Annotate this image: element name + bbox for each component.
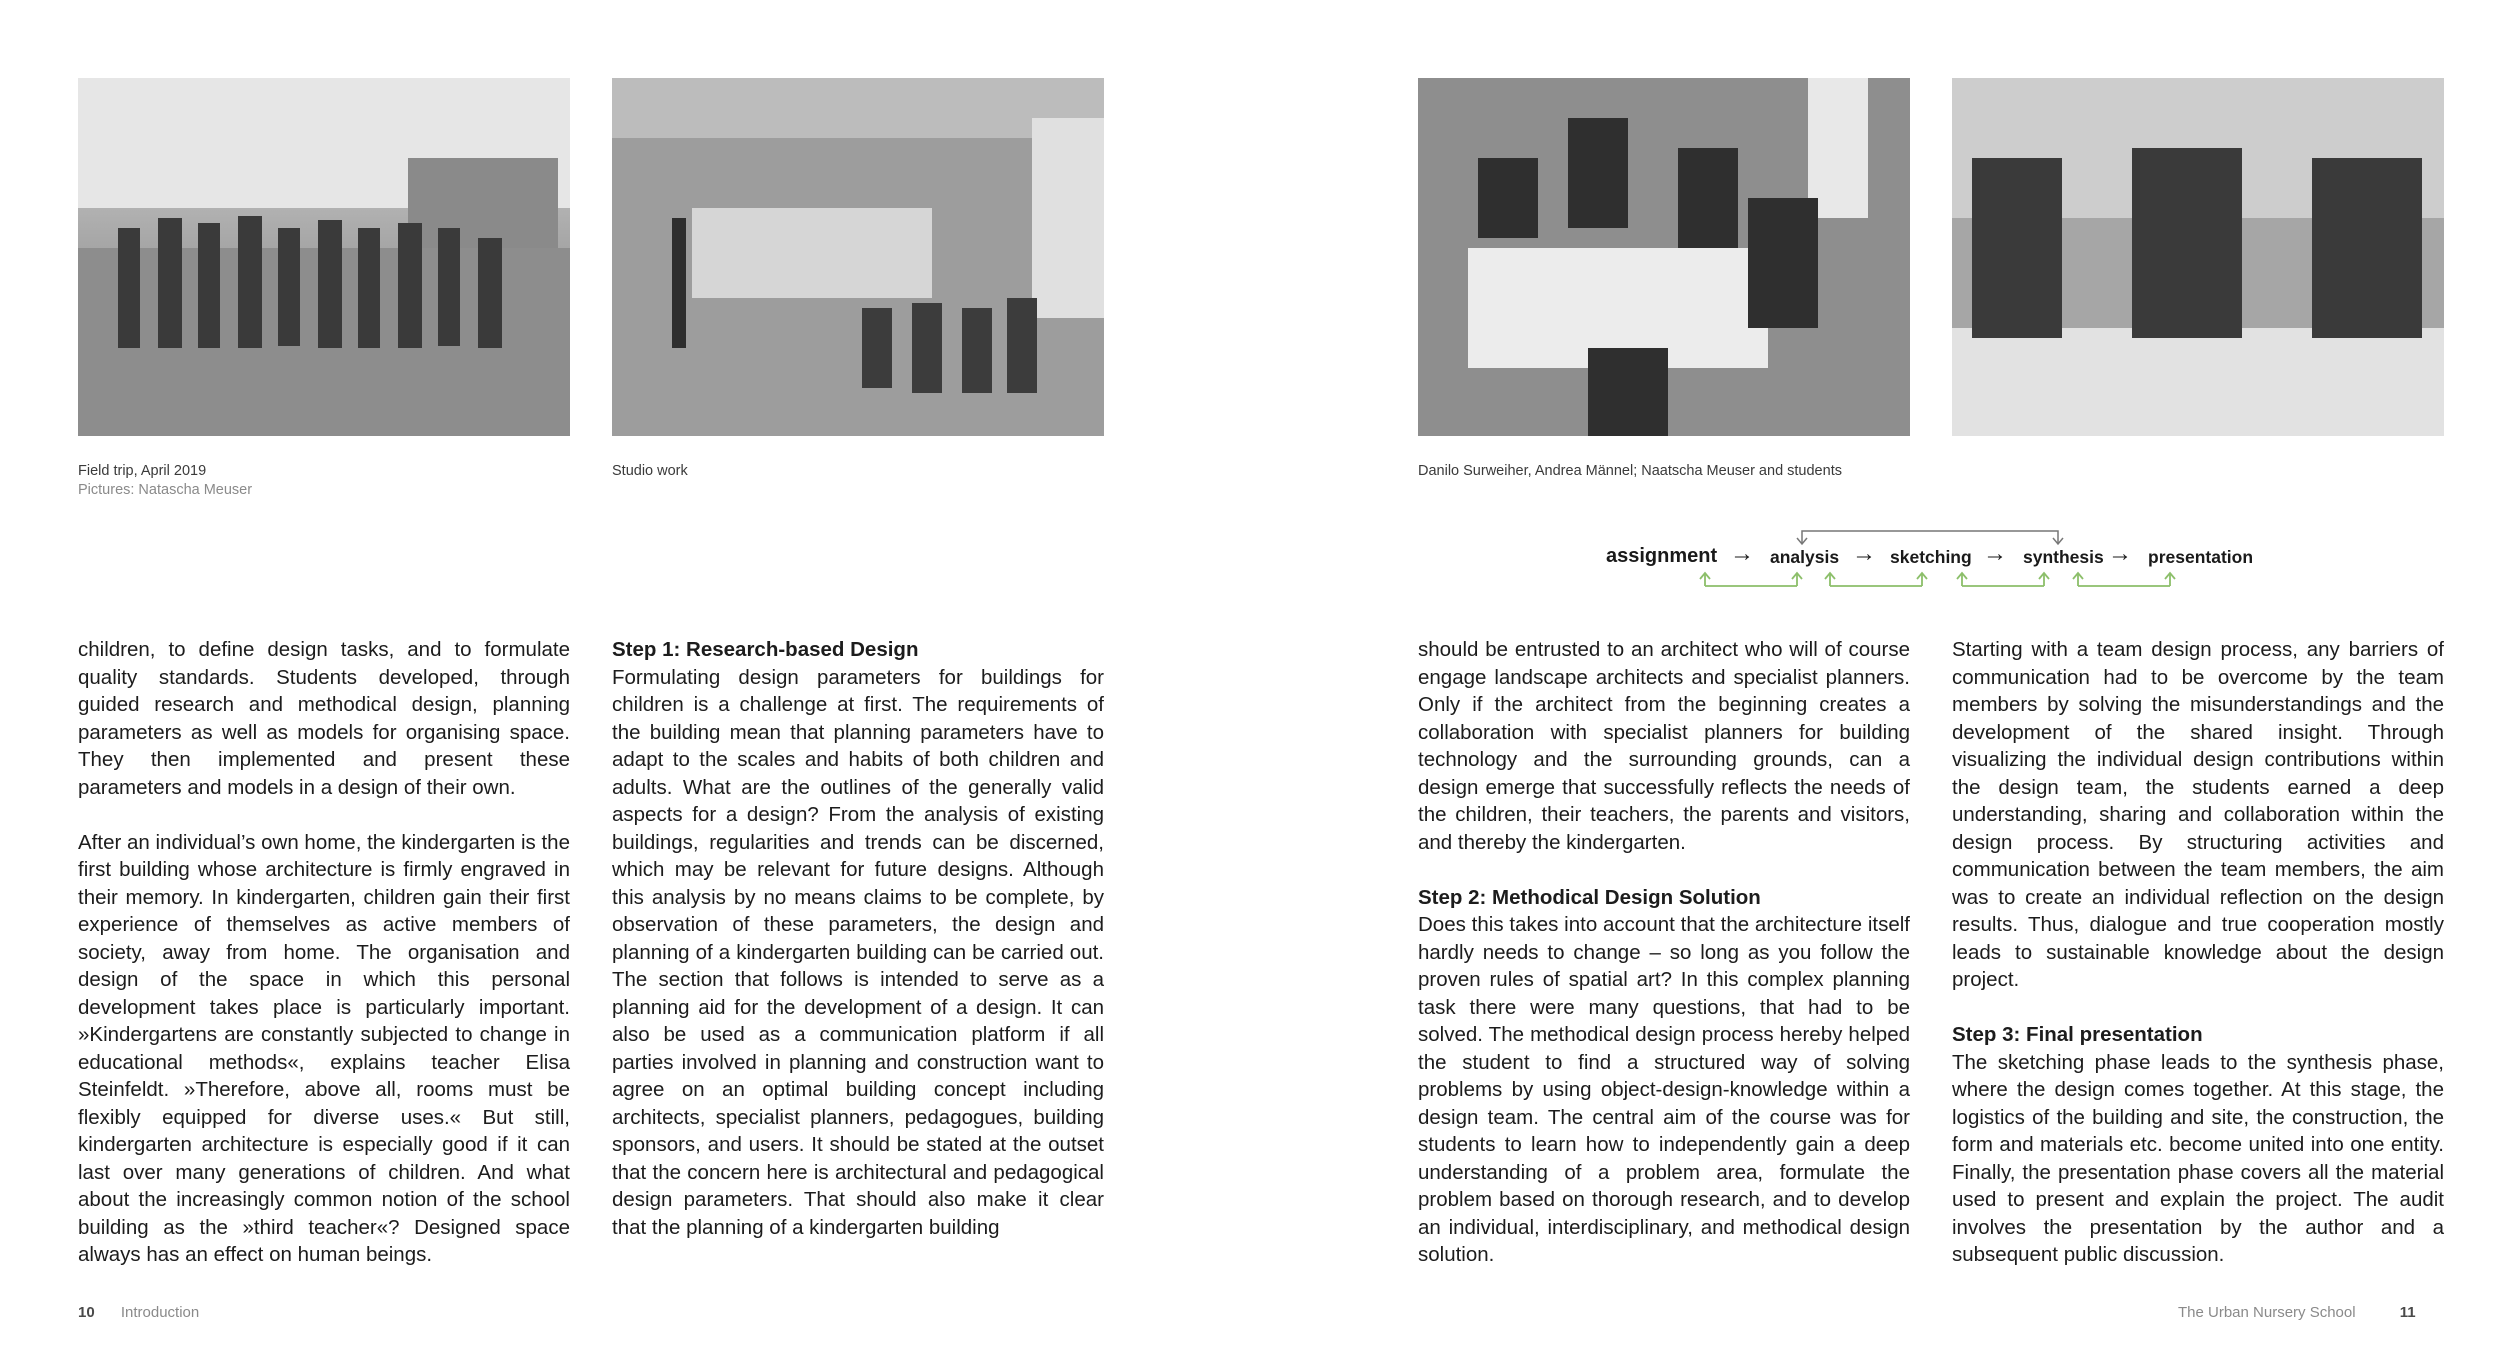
text-column-4 xyxy=(1952,636,2444,1269)
caption-studio: Studio work xyxy=(612,463,688,479)
discussion-photo xyxy=(1952,78,2444,436)
footer-right xyxy=(2178,1304,2416,1321)
step1-heading: Step 1: Research-based Design xyxy=(612,638,919,661)
step-presentation: presentation xyxy=(2148,547,2254,567)
caption-people: Danilo Surweiher, Andrea Männel; Naatscha Meuser and students xyxy=(1418,463,1842,479)
text-column-3 xyxy=(1418,636,1910,1269)
studio-photo xyxy=(612,78,1104,436)
col3-paragraph-1: should be entrusted to an architect who will of course engage landscape architects and specialist planners. Only if the architect from the beginning creates a collaboration with specialist planners for building technology and the surrounding grounds, can a design emerge that successfully reflects the needs of the children, their teachers, the parents and visitors, and thereby the kindergarten. xyxy=(1418,638,1910,854)
page-number-right: 11 xyxy=(2399,1304,2416,1321)
page-number-left: 10 xyxy=(78,1304,95,1321)
section-title-right: The Urban Nursery School xyxy=(2178,1304,2356,1321)
col1-paragraph-2: After an individual’s own home, the kindergarten is the first building whose architecture is firmly engraved in their memory. In kindergarten, children gain their first experience of themselves as active members of society, away from home. The organisation and design of the space in which this personal development takes place is particularly important. »Kindergartens are constantly subjected to change in educational methods«, explains teacher Elisa Steinfeldt. »Therefore, above all, rooms must be flexibly equipped for diverse uses.« But still, kindergarten architecture is especially good if it can last over many generations of children. And what about the increasingly common notion of the school building as the »third teacher«? Designed space always has an effect on human beings. xyxy=(78,830,570,1266)
step-assignment: assignment xyxy=(1606,545,1718,567)
step-analysis: analysis xyxy=(1770,547,1840,567)
caption-credit: Pictures: Natascha Meuser xyxy=(78,482,253,498)
arrow-4: → xyxy=(2108,540,2132,567)
section-title-left: Introduction xyxy=(120,1304,200,1321)
step1-body: Formulating design parameters for buildings for children is a challenge at first. The requirements of the building mean that planning parameters have to adapt to the scales and habits of both children and adults. What are the outlines of the generally valid aspects for a design? From the analysis of existing buildings, regularities and trends can be discerned, which may be relevant for future designs. Although this analysis by no means claims to be complete, by observation of these parameters, the design and planning of a kindergarten building can be carried out. The section that follows is intended to serve as a planning aid for the development of a design. It can also be used as a communication platform if all parties involved in planning and construction want to agree on an optimal building concept including architects, specialist planners, pedagogues, building sponsors, and users. It should be stated at the outset that the concern here is architectural and pedagogical design parameters. That should also make it clear that the planning of a kindergarten building xyxy=(612,665,1104,1239)
step-sketching: sketching xyxy=(1890,547,1972,567)
design-process-diagram xyxy=(1600,525,2300,595)
arrow-1: → xyxy=(1730,540,1754,567)
text-column-1 xyxy=(78,636,570,1269)
step2-body: Does this takes into account that the architecture itself hardly needs to change – so long as you follow the proven rules of spatial art? In this complex planning task there were many questions, that had to be solved. The methodical design process hereby helped the student to find a structured way of solving problems by using object-design-knowledge within a design team. The central aim of the course was for students to learn how to independently gain a deep understanding of a problem area, formulate the problem based on thorough research, and to develop an individual, interdisciplinary, and methodical design solution. xyxy=(1418,913,1910,1266)
step2-heading: Step 2: Methodical Design Solution xyxy=(1418,885,1761,909)
col1-paragraph-1: children, to define design tasks, and to formulate quality standards. Students developed, through guided research and methodical design, planning parameters as well as models for organising space. They then implemented and present these parameters and models in a design of their own. xyxy=(78,638,570,799)
field-trip-photo xyxy=(78,78,570,436)
footer-left xyxy=(78,1304,199,1321)
col4-paragraph-1: Starting with a team design process, any barriers of communication had to be overcome by the team members by solving the misunderstandings and the development of the shared insight. Through visualizing the individual design contributions within the design team, the students earned a deep understanding, sharing and collaboration within the design process. By structuring activities and communication between the team members, the aim was to create an individual reflection on the design results. Thus, dialogue and true cooperation mostly leads to sustainable knowledge about the design project. xyxy=(1952,638,2444,991)
step3-heading: Step 3: Final presentation xyxy=(1952,1023,2203,1046)
caption-field-trip-text: Field trip, April 2019 xyxy=(78,463,207,479)
caption-field-trip xyxy=(78,462,252,500)
step3-body: The sketching phase leads to the synthesis phase, where the design comes together. At this stage, the logistics of the building and site, the construction, the form and materials etc. become united into one entity. Finally, the presentation phase covers all the material used to present and explain the project. The audit involves the presentation by the author and a subsequent public discussion. xyxy=(1952,1050,2444,1266)
arrow-2: → xyxy=(1852,540,1876,567)
step-synthesis: synthesis xyxy=(2023,547,2104,567)
group-work-photo xyxy=(1418,78,1910,436)
text-column-2 xyxy=(612,636,1104,1241)
arrow-3: → xyxy=(1983,540,2007,567)
